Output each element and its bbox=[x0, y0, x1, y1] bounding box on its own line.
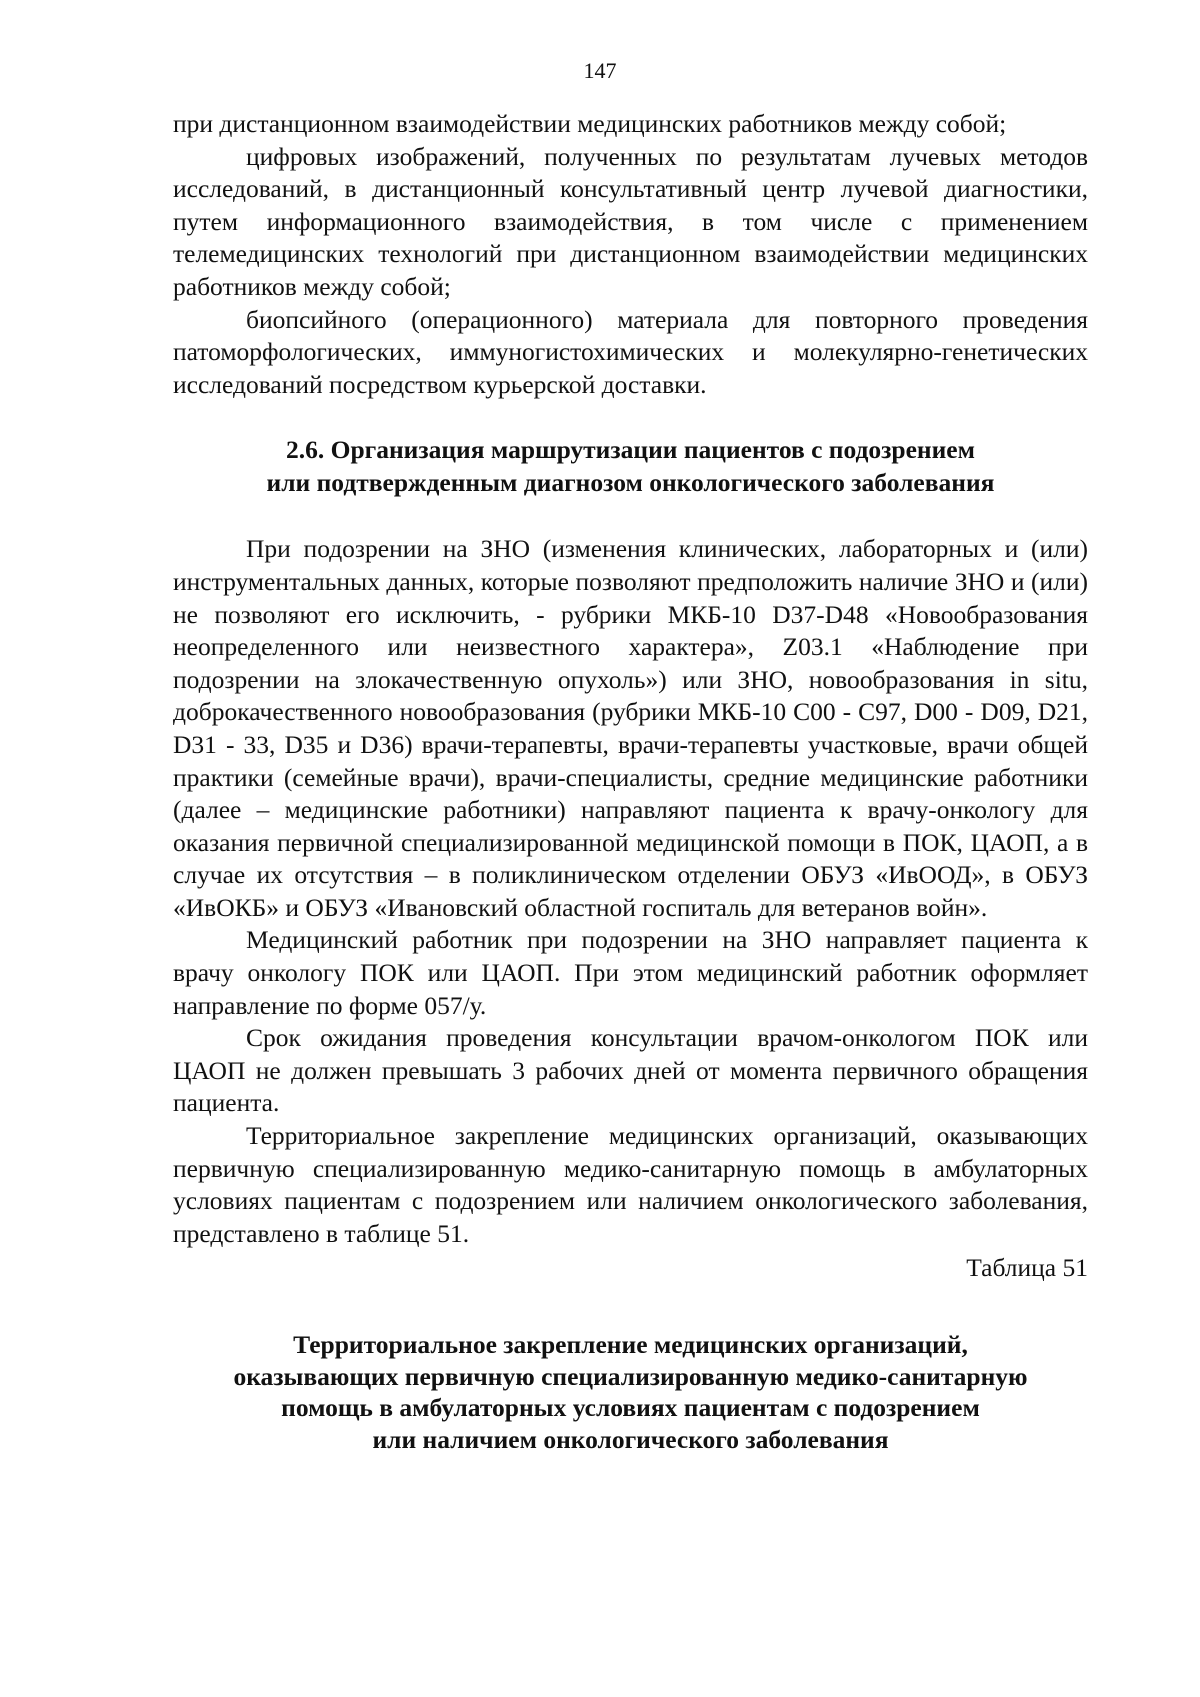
paragraph-territorial-assignment: Территориальное закрепление медицинских организаций, оказывающих первичную специализированную медико-санитарную помощь в амбулаторных условиях пациентам с подозрением или наличием онкологического заболевания, представлено в таблице 51. bbox=[173, 1121, 1088, 1248]
table-title bbox=[173, 1329, 1088, 1455]
paragraph-digital-images: цифровых изображений, полученных по результатам лучевых методов исследований, в дистанционный консультативный центр лучевой диагностики, путем информационного взаимодействия, в том числе с применением телемедицинских технологий при дистанционном взаимодействии медицинских работников между собой; bbox=[173, 141, 1088, 301]
section-heading bbox=[173, 433, 1088, 499]
table-title-line-1: Территориальное закрепление медицинских организаций, bbox=[293, 1330, 968, 1359]
paragraph-biopsy-material: биопсийного (операционного) материала для повторного проведения патоморфологических, иммуногистохимических и молекулярно-генетических исследований посредством курьерской доставки. bbox=[173, 304, 1088, 399]
table-title-line-4: или наличием онкологического заболевания bbox=[372, 1424, 889, 1454]
section-heading-line-1: 2.6. Организация маршрутизации пациентов с подозрением bbox=[286, 435, 975, 465]
section-heading-line-2: или подтвержденным диагнозом онкологического заболевания bbox=[266, 468, 995, 498]
paragraph-referral-form: Медицинский работник при подозрении на ЗНО направляет пациента к врачу онкологу ПОК или ЦАОП. При этом медицинский работник оформляет направление по форме 057/у. bbox=[173, 925, 1088, 1020]
paragraph-suspicion-routing: При подозрении на ЗНО (изменения клинических, лабораторных и (или) инструментальных данных, которые позволяют предположить наличие ЗНО и (или) не позволяют его исключить, - рубрики МКБ-10 D37-D48 «Новообразования неопределенного или неизвестного характера», Z03.1 «Наблюдение при подозрении на злокачественную опухоль») или ЗНО, новообразования in situ, доброкачественного новообразования (рубрики МКБ-10 C00 - C97, D00 - D09, D21, D31 - 33, D35 и D36) врачи-терапевты, врачи-терапевты участковые, врачи общей практики (семейные врачи), врачи-специалисты, средние медицинские работники (далее – медицинские работники) направляют пациента к врачу-онкологу для оказания первичной специализированной медицинской помощи в ПОК, ЦАОП, а в случае их отсутствия – в поликлиническом отделении ОБУЗ «ИвООД», в ОБУЗ «ИвОКБ» и ОБУЗ «Ивановский областной госпиталь для ветеранов войн». bbox=[173, 534, 1088, 922]
table-title-line-2: оказывающих первичную специализированную медико-санитарную bbox=[233, 1361, 1028, 1391]
page-number: 147 bbox=[583, 58, 617, 83]
table-title-line-3: помощь в амбулаторных условиях пациентам с подозрением bbox=[281, 1393, 980, 1422]
paragraph-remote-interaction-end: при дистанционном взаимодействии медицинских работников между собой; bbox=[173, 109, 1007, 138]
table-label: Таблица 51 bbox=[966, 1253, 1088, 1283]
paragraph-waiting-time: Срок ожидания проведения консультации врачом-онкологом ПОК или ЦАОП не должен превышать 3 рабочих дней от момента первичного обращения пациента. bbox=[173, 1023, 1088, 1118]
document-body bbox=[173, 108, 1088, 1455]
